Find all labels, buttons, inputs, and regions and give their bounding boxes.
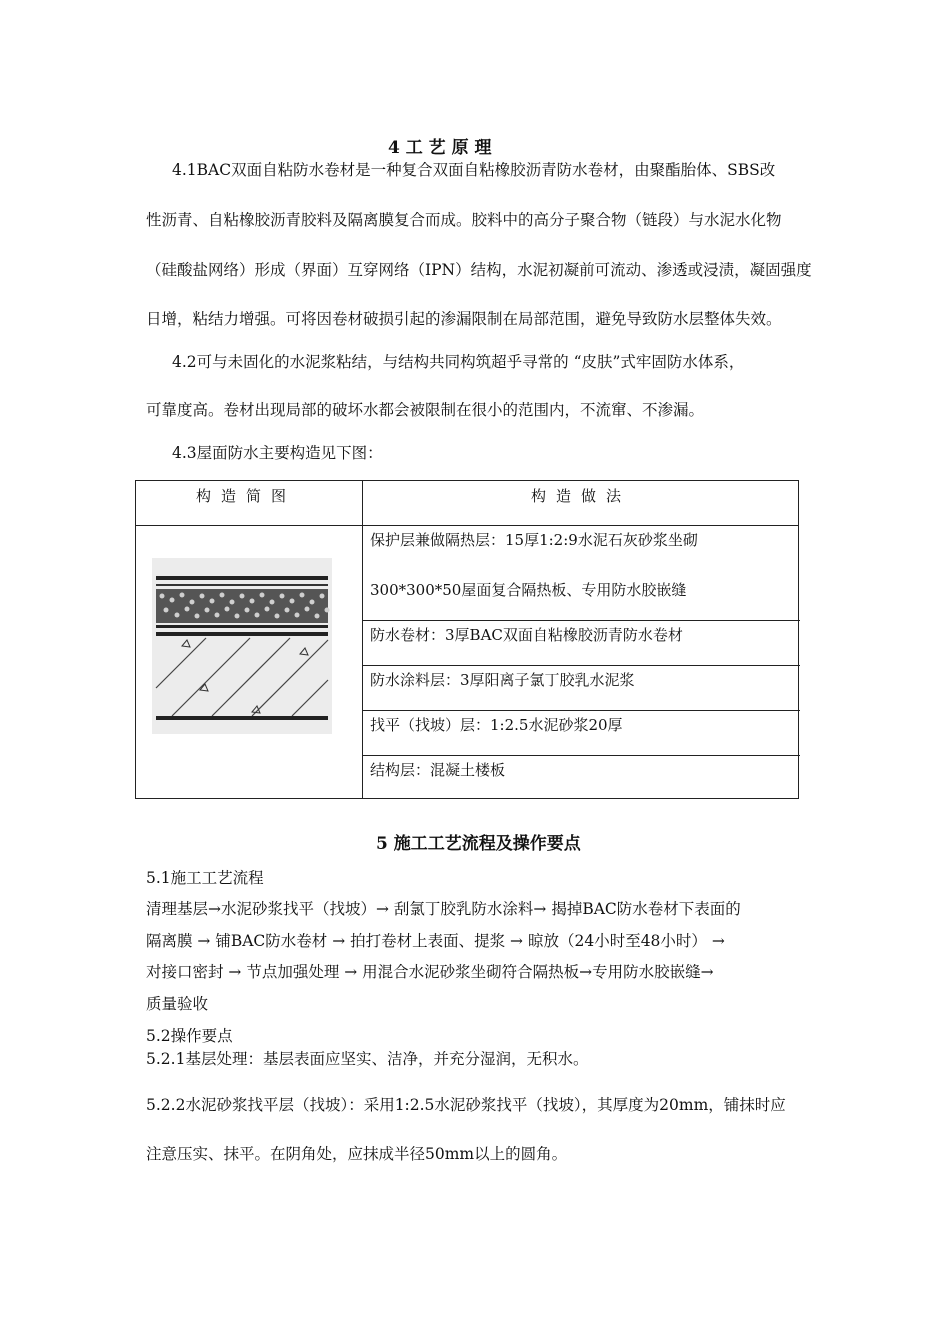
subsection-title: 5.1施工工艺流程: [146, 869, 264, 887]
table-header-diagram: 构造简图: [196, 487, 297, 505]
section4-title: 4 工 艺 原 理: [388, 138, 492, 158]
table-cell: 结构层：混凝土楼板: [370, 761, 506, 779]
paragraph-line: 日增，粘结力增强。可将因卷材破损引起的渗漏限制在局部范围，避免导致防水层整体失效。: [146, 310, 782, 328]
paragraph-line: 性沥青、自粘橡胶沥青胶料及隔离膜复合而成。胶料中的高分子聚合物（链段）与水泥水化物: [146, 211, 782, 229]
table-divider: [362, 620, 800, 621]
paragraph-line: 4.1BAC双面自粘防水卷材是一种复合双面自粘橡胶沥青防水卷材，由聚酯胎体、SBS改: [172, 161, 776, 179]
table-header-method: 构造做法: [531, 487, 632, 505]
table-cell: 防水卷材：3厚BAC双面自粘橡胶沥青防水卷材: [370, 626, 683, 644]
paragraph-line: 5.2.2水泥砂浆找平层（找坡）：采用1:2.5水泥砂浆找平（找坡），其厚度为20mm，铺抹时应: [146, 1096, 786, 1114]
section5-title: 5 施工工艺流程及操作要点: [376, 834, 581, 854]
table-divider: [362, 710, 800, 711]
table-divider: [136, 525, 798, 526]
paragraph-line: 可靠度高。卷材出现局部的破坏水都会被限制在很小的范围内，不流窜、不渗漏。: [146, 401, 705, 419]
subsection-title: 5.2操作要点: [146, 1027, 233, 1045]
paragraph-line: 注意压实、抹平。在阴角处，应抹成半径50mm以上的圆角。: [146, 1145, 568, 1163]
paragraph-line: 对接口密封 → 节点加强处理 → 用混合水泥砂浆坐砌符合隔热板→专用防水胶嵌缝→: [146, 963, 714, 981]
paragraph-line: 4.3屋面防水主要构造见下图：: [172, 444, 383, 462]
paragraph-line: （硅酸盐网络）形成（界面）互穿网络（IPN）结构，水泥初凝前可流动、渗透或浸渍，凝固强度: [146, 261, 812, 279]
table-divider: [362, 665, 800, 666]
paragraph-line: 隔离膜 → 铺BAC防水卷材 → 拍打卷材上表面、提浆 → 晾放（24小时至48小时） →: [146, 932, 725, 950]
table-divider: [362, 481, 363, 798]
paragraph-line: 5.2.1基层处理：基层表面应坚实、洁净，并充分湿润，无积水。: [146, 1050, 589, 1068]
table-cell: 保护层兼做隔热层：15厚1:2:9水泥石灰砂浆坐砌: [370, 531, 698, 549]
paragraph-line: 质量验收: [146, 995, 209, 1013]
table-cell: 300*300*50屋面复合隔热板、专用防水胶嵌缝: [370, 581, 687, 599]
roof-construction-diagram: [152, 558, 332, 734]
table-cell: 找平（找坡）层：1:2.5水泥砂浆20厚: [370, 716, 623, 734]
table-divider: [362, 755, 800, 756]
paragraph-line: 清理基层→水泥砂浆找平（找坡）→ 刮氯丁胶乳防水涂料→ 揭掉BAC防水卷材下表面的: [146, 900, 741, 918]
paragraph-line: 4.2可与未固化的水泥浆粘结，与结构共同构筑超乎寻常的 “皮肤”式牢固防水体系，: [172, 353, 745, 371]
table-cell: 防水涂料层：3厚阳离子氯丁胶乳水泥浆: [370, 671, 635, 689]
